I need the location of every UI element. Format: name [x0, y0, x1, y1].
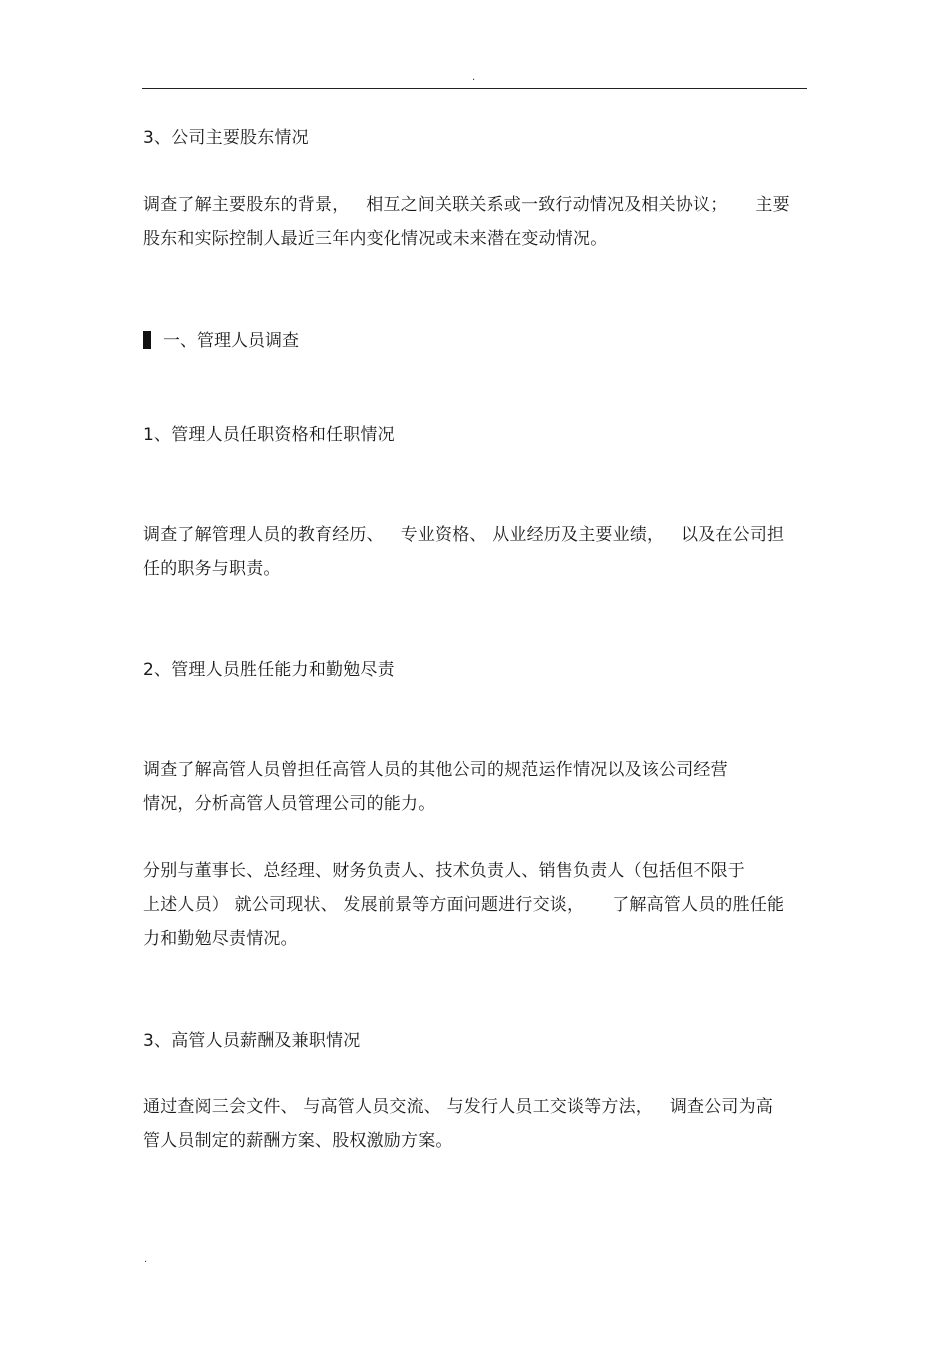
paragraph-interview-line-2: 上述人员） 就公司现状、 发展前景等方面问题进行交谈， 了解高管人员的胜任能 [143, 895, 785, 915]
heading-competence [143, 653, 807, 687]
paragraph-competence [143, 753, 807, 821]
paragraph-interview [143, 854, 807, 956]
heading-compensation [143, 1024, 807, 1058]
paragraph-shareholders-line-1: 调查了解主要股东的背景， 相互之间关联关系或一致行动情况及相关协议； 主要 [143, 195, 790, 215]
section-heading-management [143, 324, 299, 358]
paragraph-compensation [143, 1090, 807, 1158]
heading-compensation-text: 3、高管人员薪酬及兼职情况 [143, 1031, 361, 1051]
paragraph-competence-line-1: 调查了解高管人员曾担任高管人员的其他公司的规范运作情况以及该公司经营 [143, 760, 728, 780]
section-heading-label: 一、管理人员调查 [163, 331, 299, 351]
header-mark: . [472, 72, 476, 83]
heading-shareholders [143, 121, 807, 155]
section-marker-icon [143, 331, 151, 349]
paragraph-shareholders [143, 188, 807, 256]
heading-qualification-text: 1、管理人员任职资格和任职情况 [143, 425, 395, 445]
heading-qualification [143, 418, 807, 452]
heading-competence-text: 2、管理人员胜任能力和勤勉尽责 [143, 660, 395, 680]
heading-shareholders-text: 3、公司主要股东情况 [143, 128, 309, 148]
paragraph-compensation-line-1: 通过查阅三会文件、 与高管人员交流、 与发行人员工交谈等方法， 调查公司为高 [143, 1097, 774, 1117]
paragraph-qualification-line-2: 任的职务与职责。 [143, 559, 281, 579]
paragraph-competence-line-2: 情况，分析高管人员管理公司的能力。 [143, 794, 436, 814]
paragraph-qualification [143, 518, 807, 586]
paragraph-compensation-line-2: 管人员制定的薪酬方案、股权激励方案。 [143, 1131, 453, 1151]
footer-mark: . [144, 1254, 148, 1265]
paragraph-shareholders-line-2: 股东和实际控制人最近三年内变化情况或未来潜在变动情况。 [143, 229, 608, 249]
header-rule [142, 88, 807, 89]
paragraph-interview-line-1: 分别与董事长、总经理、财务负责人、技术负责人、销售负责人（包括但不限于 [143, 861, 745, 881]
paragraph-interview-line-3: 力和勤勉尽责情况。 [143, 929, 298, 949]
paragraph-qualification-line-1: 调查了解管理人员的教育经历、 专业资格、 从业经历及主要业绩， 以及在公司担 [143, 525, 785, 545]
